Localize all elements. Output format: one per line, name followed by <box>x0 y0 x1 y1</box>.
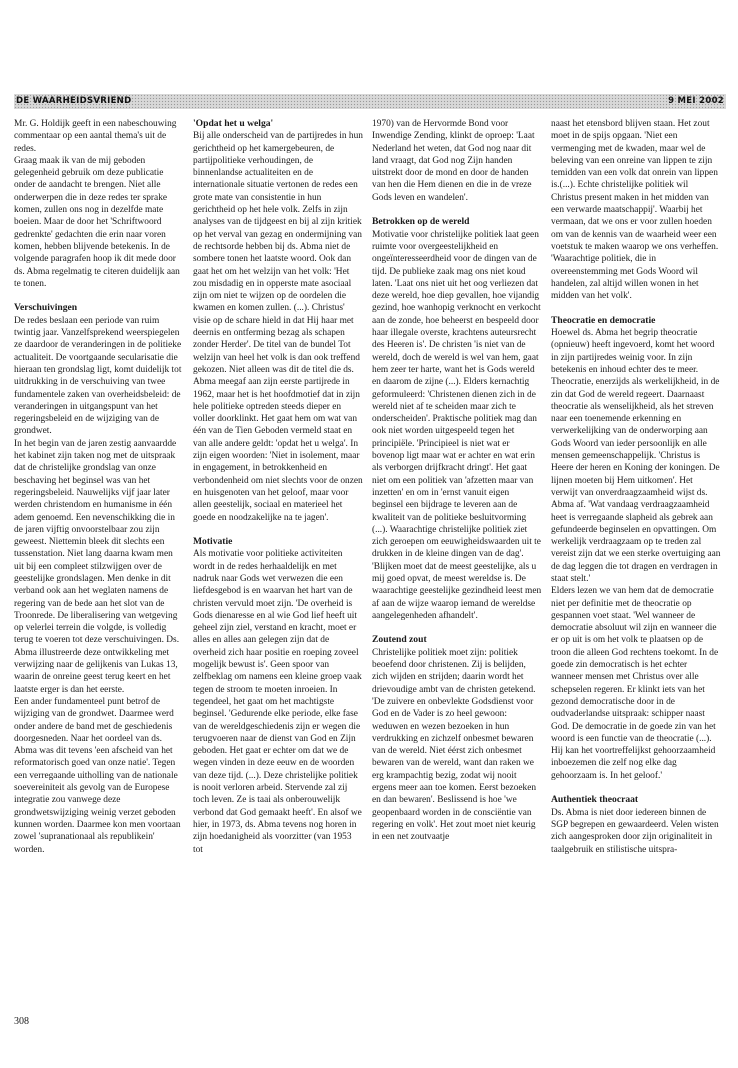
paragraph: Mr. G. Holdijk geeft in een nabeschouwing commentaar op een aantal thema's uit de redes. <box>14 119 177 154</box>
column-1 <box>14 118 184 856</box>
section-heading-motivatie: Motivatie <box>193 536 233 548</box>
column-3 <box>372 118 542 844</box>
section-heading-verschuivingen: Verschuivingen <box>14 302 78 314</box>
paragraph: In het begin van de jaren zestig aanvaardde het kabinet zijn taken nog met de uitspraak dat de christelijke grondslag van onze beschaving het beginsel was van het regeringsbeleid. Nauwelijks vijf jaar later werden christendom en humanisme in één adem genoemd. Een nevenschikking die in de jaren vijftig onvoorstelbaar zou zijn geweest. Niettemin bleek dit slechts een tussenstation. Niet lang daarna kwam men uit bij een compleet stilzwijgen over de geestelijke grondslagen. Men denke in dit verband ook aan het weglaten namens de regering van de bede aan het slot van de Troonrede. De liberalisering van wetgeving op velerlei terrein die volgde, is volledig terug te voeren tot deze verschuivingen. Ds. Abma illustreerde deze ontwikkeling met verwijzing naar de gelijkenis van Lukas 13, waarin de onreine geest terug keert en het laatste erger is dan het eerste. <box>14 438 180 695</box>
paragraph: Ds. Abma is niet door iedereen binnen de SGP begrepen en gewaardeerd. Velen wisten zich aangesproken door zijn originaliteit in taalgebruik en stilistische uitspra- <box>551 807 719 855</box>
paragraph: Graag maak ik van de mij geboden gelegenheid gebruik om deze publicatie onder de aandacht te brengen. Niet alle onderwerpen die in deze redes ter sprake komen, zullen ons nog in dezelfde mate boeien. Maar de door het 'Schriftwoord gedrenkte' gedachten die erin naar voren komen, hebben blijvende betekenis. In de volgende paragrafen hoop ik dit mede door ds. Abma regelmatig te citeren duidelijk aan te tonen. <box>14 155 180 289</box>
paragraph: Hoewel ds. Abma het begrip theocratie (opnieuw) heeft ingevoerd, komt het woord in zijn partijredes weinig voor. In zijn betekenis en inhoud echter des te meer. Theocratie, enerzijds als werkelijkheid, in de zin dat God de wereld regeert. Daarnaast theocratie als wenselijkheid, als het streven naar een toenemende erkenning en verwerkelijking van de onderworping aan Gods Woord van ieder persoonlijk en alle mensen gemeenschappelijk. 'Christus is Heere der heren en Koning der koningen. De lijnen moeten bij Hem uitkomen'. Het verwijt van onverdraagzaamheid wijst ds. Abma af. 'Wat vandaag verdraagzaamheid heet is verregaande slapheid als gebrek aan gefundeerde beginselen en opvattingen. Om werkelijk verdraagzaam op te treden zal vereist zijn dat we een sterke overtuiging aan de dag leggen die tot dragen en verdragen in staat stelt.' <box>551 328 721 584</box>
paragraph: Een ander fundamenteel punt betrof de wijziging van de grondwet. Daarmee werd onder andere de band met de geschiedenis doorgesneden. Naar het oordeel van ds. Abma was dit tevens 'een afscheid van het reformatorisch goed van onze natie'. Tegen een verregaande uitholling van de nationale soevereiniteit als gevolg van de Europese integratie zou vanwege deze grondwetswijziging weinig verzet geboden kunnen worden. Daarmee kon men voortaan zowel 'supranationaal als republikein' worden. <box>14 696 181 855</box>
column-2 <box>193 118 363 856</box>
section-heading-authentiek-theocraat: Authentiek theocraat <box>551 794 639 806</box>
section-heading-opdat-het-u-welga: 'Opdat het u welga' <box>193 118 274 129</box>
section-heading-zoutend-zout: Zoutend zout <box>372 634 427 646</box>
page-number: 308 <box>14 1016 29 1027</box>
column-4 <box>551 118 721 856</box>
paragraph: Christelijke politiek moet zijn: politiek beoefend door christenen. Zij is belijden, zich wijden en strijden; daarin wordt het drievoudige ambt van de christen getekend. 'De zuivere en onbevlekte Godsdienst voor God en de Vader is zo heel gewoon: weduwen en wezen bezoeken in hun verdrukking en zichzelf onbesmet bewaren van de wereld. Niet éérst zich onbesmet bewaren van de wereld, want dan raken we erg krampachtig bezig, zodat wij nooit ergens meer aan toe komen. Eerst bezoeken en dan bewaren'. Beslissend is hoe 'we geopenbaard worden in de consciëntie van regering en volk'. Het zout moet niet keurig in een net zoutvaatje <box>372 647 537 843</box>
paragraph: Als motivatie voor politieke activiteiten wordt in de redes herhaaldelijk en met nadruk naar Gods wet verwezen die een liefdesgebod is en waarvan het hart van de christen vervuld moet zijn. 'De overheid is Gods dienaresse en al wie God lief heeft uit geheel zijn ziel, verstand en kracht, moet er alles en alles aan gelegen zijn dat de overheid zich haar positie en roeping zoveel mogelijk bewust is'. Geen spoor van zelfbeklag om namens een kleine groep vaak tegen de stroom te moeten inroeien. In tegendeel, het gaat om het machtigste beginsel. 'Gedurende elke periode, elke fase van de wereldgeschiedenis zijn er wegen die terugvoeren naar de dienst van God en Zijn geboden. Het gaat er echter om dat we de wegen vinden in deze eeuw en de woorden van deze tijd. (...). Deze christelijke politiek is nooit verloren arbeid. Stervende zal zij toch leven. Ze is taai als onberouwelijk verbond dat God gemaakt heeft'. En alsof we hier, in 1973, ds. Abma tevens nog horen in zijn hoedanigheid als voorzitter (van 1953 tot <box>193 549 362 855</box>
issue-date: 9 MEI 2002 <box>668 96 724 106</box>
paragraph: Elders lezen we van hem dat de democratie niet per definitie met de theocratie op gespannen voet staat. 'Wel wanneer de democratie absoluut wil zijn en wanneer die er op uit is om het volk te plaatsen op de troon die alleen God rechtens toekomt. In de goede zin democratisch is het echter wanneer mensen met Christus over alle schepselen regeren. Er klinkt iets van het gezond democratische door in de oudvaderlandse uitspraak: schipper naast God. De democratie in de goede zin van het woord is een functie van de theocratie (...). Hij kan het voortreffelijkst gehoorzaamheid inboezemen die zelf nog elke dag gehoorzaam is. In het geloof.' <box>551 586 719 781</box>
paragraph: naast het etensbord blijven staan. Het zout moet in de spijs opgaan. 'Niet een vermenging met de kwaden, maar wel de beleving van een onreine van lippen te zijn temidden van een volk dat onrein van lippen is.(...). Echte christelijke politiek wil Christus present maken in het midden van een verwarde maatschappij'. Waarbij het vermaan, dat we ons er voor zullen hoeden om van de kennis van de waarheid weer een voetstuk te maken waarop we ons verheffen. 'Waarachtige politiek, die in overeenstemming met Gods Woord wil handelen, zal altijd willen wonen in het midden van het volk'. <box>551 119 719 302</box>
section-heading-theocratie-en-democratie: Theocratie en democratie <box>551 314 656 326</box>
paragraph: Motivatie voor christelijke politiek laat geen ruimte voor overgeestelijkheid en ongeïnteresseerdheid voor de dingen van de tijd. De publieke zaak mag ons niet koud laten. 'Laat ons niet uit het oog verliezen dat deze wereld, hoe diep gevallen, hoe vijandig gezind, hoe wanhopig verknocht en verkocht aan de zonde, hoe beheerst en bespeeld door haar illegale overste, krachtens auteursrecht des Heeren is'. De christen 'is niet van de wereld, doch de wereld is wel van hem, gaat hem zeer ter harte, want het is Gods wereld en daarom de zijne (...). Elders kernachtig geformuleerd: 'Christenen dienen zich in de wereld niet af te scheiden maar zich te onderscheiden'. Praktische politiek mag dan ook niet worden uitgespeeld tegen het principiële. 'Principieel is niet wat er bovenop ligt maar wat er achter en wat erin als verborgen drijfkracht dringt'. Het gaat niet om een politiek van 'afzetten maar van inzetten' en om in 'ernst vanuit eigen beginsel een bijdrage te leveren aan de kwaliteit van de politieke besluitvorming (...). Waarachtige christelijke politiek ziet zich geroepen om eeuwigheidswaarden uit te drukken in de kleine dingen van de dag'. 'Blijken moet dat de meest geestelijke, als u mij goed opvat, de meest wereldse is. De waarachtige geestelijke gezindheid leest men af aan de wijze waarop iemand de wereldse aangelegenheden afhandelt'. <box>372 229 542 621</box>
paragraph: Bij alle onderscheid van de partijredes in hun gerichtheid op het kamergebeuren, de partijpolitieke verhoudingen, de binnenlandse actualiteiten en de internationale situatie vertonen de redes een grote mate van consistentie in hun gerichtheid op het hele volk. Zelfs in zijn analyses van de tijdgeest en bij al zijn kritiek op het verval van gezag en ondermijning van de rechtsorde hebben bij ds. Abma niet de sombere tonen het laatste woord. Ook dan gaat het om het welzijn van het volk: 'Het zou misdadig en in opperste mate asociaal zijn om niet te wijzen op de oordelen die kwamen en komen zullen. (...). Christus' visie op de schare hield in dat Hij haar met deernis en ontferming bezag als schapen zonder Herder'. De titel van de bundel Tot welzijn van heel het volk is dan ook treffend gekozen. Niet alleen was dit de titel die ds. Abma meegaf aan zijn eerste partijrede in 1962, maar het is het hoofdmotief dat in zijn hele politieke optreden steeds dieper en voller doorklinkt. Het gaat hem om wat van één van de Tien Geboden vermeld staat en van alle andere geldt: 'opdat het u welga'. In zijn eigen woorden: 'Niet in isolement, maar in engagement, in betrokkenheid en verbondenheid om niet slechts voor de onzen en huisgenoten van het geloof, maar voor allen geestelijk, sociaal en materieel het goede en noodzakelijke na te jagen'. <box>193 131 363 523</box>
magazine-title: DE WAARHEIDSVRIEND <box>16 96 132 106</box>
paragraph: 1970) van de Hervormde Bond voor Inwendige Zending, klinkt de oproep: 'Laat Nederland het weten, dat God nog naar dit land vraagt, dat God nog Zijn handen uitstrekt door de mond en door de handen van hen die Hem dienen en die in de vreze Gods leven en wandelen'. <box>372 119 535 203</box>
paragraph: De redes beslaan een periode van ruim twintig jaar. Vanzelfsprekend weerspiegelen ze daardoor de veranderingen in de politieke actualiteit. De voortgaande secularisatie die hieraan ten grondslag ligt, komt duidelijk tot uitdrukking in de verschuiving van twee fundamentele zaken van overheidsbeleid: de veranderingen in uitgangspunt van het regeringsbeleid en de wijziging van de grondwet. <box>14 315 182 437</box>
section-heading-betrokken-op-de-wereld: Betrokken op de wereld <box>372 216 470 228</box>
